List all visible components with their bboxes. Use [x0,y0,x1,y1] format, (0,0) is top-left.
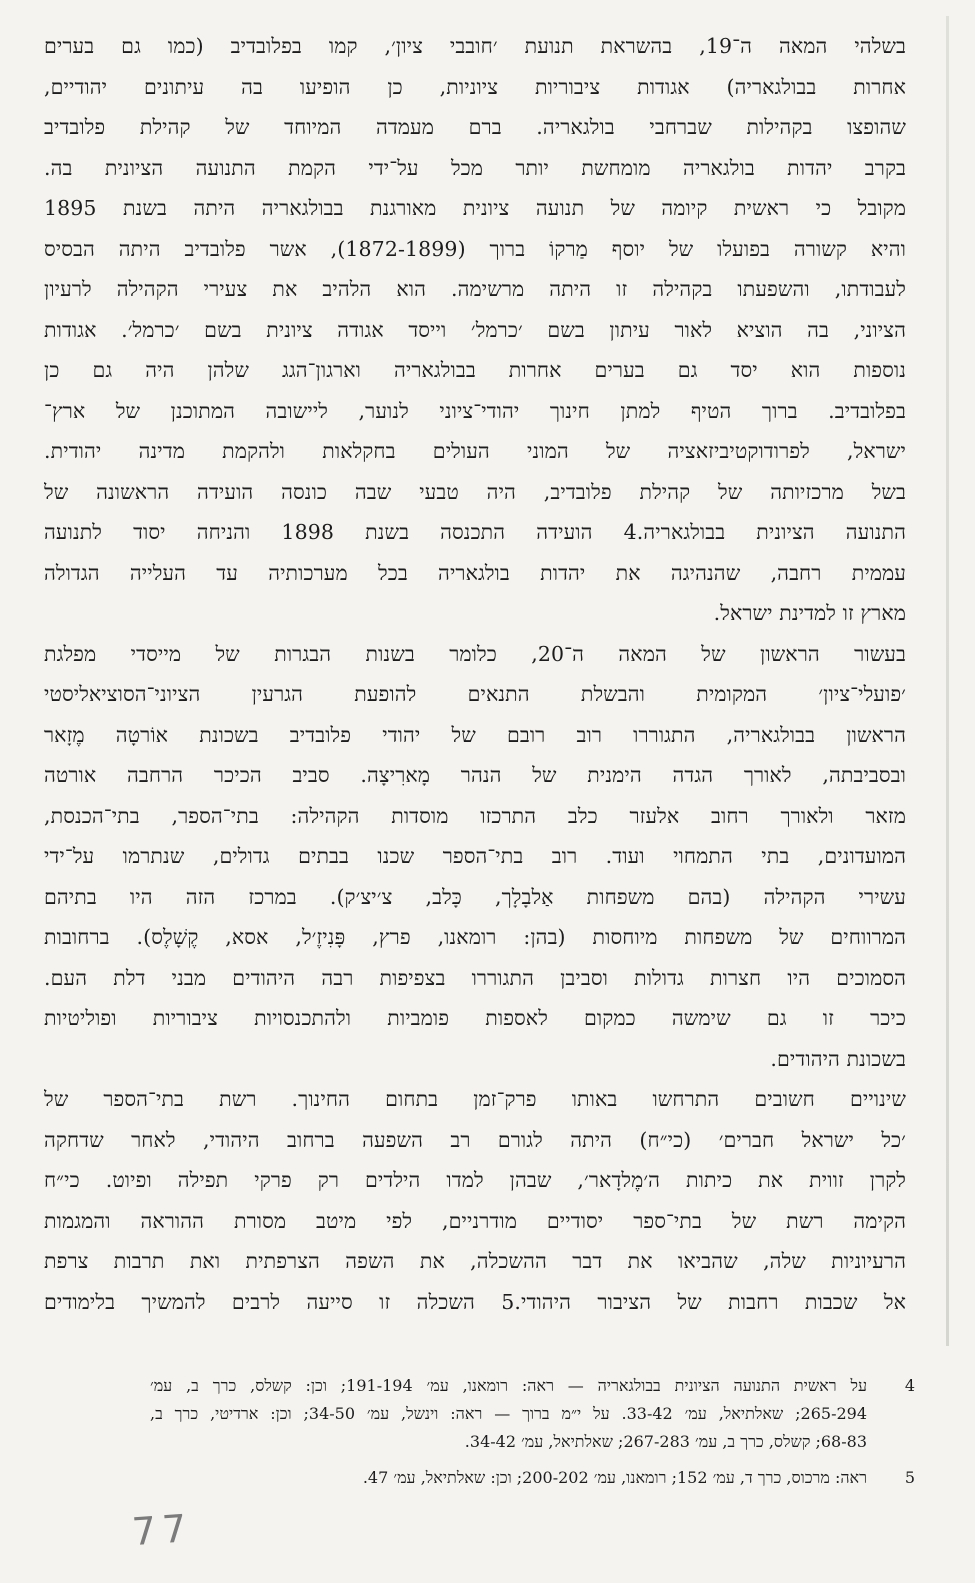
text-line: בעשור הראשון של המאה ה־20, כלומר בשנות הבגרות של מייסדי מפלגת [44,641,906,666]
text-line: ישראל, לפרודוקטיביזאציה של המוני העולים בחקלאות ולהקמת מדינה יהודית. [44,439,906,463]
text-line: שינויים חשובים התרחשו באותו פרק־זמן בתחום החינוך. רשת בתי־הספר של [44,1087,906,1111]
text-line: הרעיוניות שלה, שהביאו את דבר ההשכלה, את השפה הצרפתית ואת תרבות צרפת [44,1249,906,1273]
text-line: נוספות הוא יסד גם בערים אחרות בבולגאריה וארגון־הגג שלהן היה גם כן [44,358,906,382]
text-line: בקרב יהדות בולגאריה מומחשת יותר מכל על־ידי הקמת התנועה הציונית בה. [44,155,906,180]
paragraph-1 [44,26,906,634]
text-line: מזאר ולאורך רחוב אלעזר כלב התרכזו מוסדות הקהילה: בתי־הספר, בתי־הכנסת, [44,803,906,828]
text-line: בשלהי המאה ה־19, בהשראת תנועת ׳חובבי ציון׳, קמו בפלובדיב (כמו גם בערים [44,34,906,58]
text-line: ובסביבתה, לאורך הגדה הימנית של הנהר מָארִיצָה. סביב הכיכר הרחבה אורטה [44,763,906,787]
footnote-line: 68-83; קשלס, כרך ב, עמ׳ 267-283; שאלתיאל, עמ׳ 34-42. [464,1432,867,1451]
footnote-number: 4 [904,1376,915,1395]
text-line: כיכר זו גם שימשה כמקום לאספות פומביות ולהתכנסויות ציבוריות ופוליטיות [44,1006,906,1030]
footnote-5 [150,1464,915,1492]
text-line: ׳כל ישראל חברים׳ (כי״ח) היתה לגורם רב השפעה ברחוב היהודי, לאחר שדחקה [44,1127,906,1152]
text-line: עשירי הקהילה (בהם משפחות אַלבָלָך, כָּלב, צ׳יצ׳ק). במרכז הזה היו בתיהם [44,884,906,909]
footnote-number: 5 [904,1468,915,1487]
footnote-line: ראה: מרכוס, כרך ד, עמ׳ 152; רומאנו, עמ׳ 200-202; וכן: שאלתיאל, עמ׳ 47. [362,1468,867,1487]
text-line: בשכונת היהודים. [770,1046,906,1071]
text-line: לקרן זווית את כיתות ה׳מֶלדָאר׳, שבהן למדו הילדים רק פרקי תפילה ופיוט. כי״ח [44,1168,906,1192]
scan-margin-mark [946,16,949,1346]
text-line: שהופצו בקהילות שברחבי בולגאריה. ברם מעמדה המיוחד של קהילת פלובדיב [44,115,906,139]
text-line: הסמוכים היו חצרות גדולות וסביבן התגוררו בצפיפות רבה היהודים מבני דלת העם. [44,965,906,990]
footnote-4 [150,1372,915,1456]
text-line: בשל מרכזיותה של קהילת פלובדיב, היה טבעי שבה כונסה הועידה הראשונה של [44,479,906,504]
footnote-line: 265-294; שאלתיאל, עמ׳ 33-42. על י״מ ברוך — ראה: וינשל, עמ׳ 34-50; וכן: ארדיטי, כרך ב, [150,1404,867,1423]
text-line: והיא קשורה בפועלו של יוסף מַרקוֹ ברוך (1872-1899), אשר פלובדיב היתה הבסיס [44,236,906,261]
handwritten-page-number: 77 [130,1505,194,1555]
text-line: מארץ זו למדינת ישראל. [713,601,906,625]
text-line: לעבודתו, והשפעתו בקהילה זו היתה מרשימה. הוא הלהיב את צעירי הקהילה לרעיון [44,277,906,301]
paragraph-2 [44,634,906,1080]
footnote-line: על ראשית התנועה הציונית בבולגאריה — ראה: רומאנו, עמ׳ 191-194; וכן: קשלס, כרך ב, עמ׳ [150,1376,867,1395]
text-line: המועדונים, בתי התמחוי ועוד. רוב בתי־הספר שכנו בבתים גדולים, שנתרמו על־ידי [44,844,906,868]
text-line: אחרות בבולגאריה) אגודות ציבוריות ציוניות, כן הופיעו בה עיתונים יהודיים, [44,74,906,99]
text-line: הראשון בבולגאריה, התגוררו רוב רובם של יהודי פלובדיב בשכונת אוֹרטָה מֶזָאר [44,722,906,747]
text-line: התנועה הציונית בבולגאריה.4 הועידה התכנסה בשנת 1898 והניחה יסוד לתנועה [44,520,906,544]
text-line: הקימה רשת של בתי־ספר יסודיים מודרניים, לפי מיטב מסורת ההוראה והמגמות [44,1208,906,1233]
text-line: אל שכבות רחבות של הציבור היהודי.5 השכלה זו סייעה לרבים להמשיך בלימודים [44,1289,906,1314]
text-line: בפלובדיב. ברוך הטיף למתן חינוך יהודי־ציוני לנוער, ליישובה המתוכנן של ארץ־ [44,398,906,423]
paragraph-3 [44,1079,906,1322]
text-line: ׳פועלי־ציון׳ המקומית והבשלת התנאים להופעת הגרעין הציוני־הסוציאליסטי [44,682,906,706]
text-line: המרווחים של משפחות מיוחסות (בהן: רומאנו, פרץ, פָּנִיזֶ׳ל, אסא, קֶשָׁלֶס). ברחובות [44,925,906,949]
body-text [44,26,906,1322]
text-line: עממית רחבה, שהנהיגה את יהדות בולגאריה בכל מערכותיה עד העלייה הגדולה [44,560,906,585]
footnotes [150,1372,915,1492]
text-line: מקובל כי ראשית קיומה של תנועה ציונית מאורגנת בבולגאריה היתה בשנת 1895 [44,196,906,220]
text-line: הציוני, בה הוציא לאור עיתון בשם ׳כרמל׳ וייסד אגודה ציונית בשם ׳כרמל׳. אגודות [44,317,906,342]
